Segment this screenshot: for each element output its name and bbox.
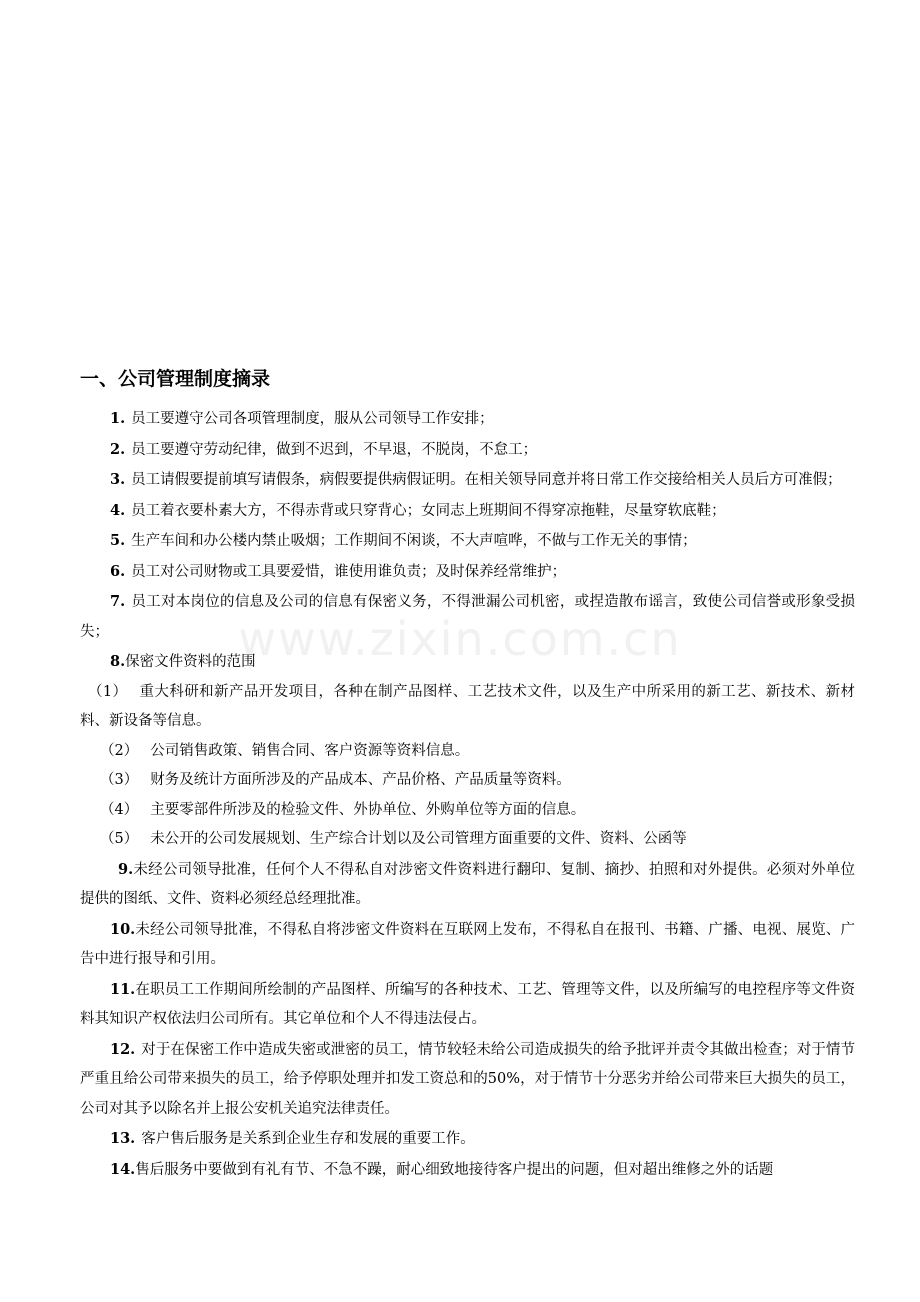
- rule-item: [80, 1155, 855, 1186]
- item-number: 10.: [110, 920, 136, 938]
- subitem-number: （1）: [88, 683, 128, 700]
- rule-item: [80, 557, 855, 588]
- item-text: 对于在保密工作中造成失密或泄密的员工，情节较轻未给公司造成损失的给予批评并责令其做出检查；对于情节严重且给公司带来损失的员工，给予停职处理并扣发工资总和的50%，对于情节十分恶劣并给公司带来巨大损失的员工，公司对其予以除名并上报公安机关追究法律责任。: [80, 1041, 855, 1117]
- item-number: 14.: [110, 1160, 136, 1178]
- item-number: 9.: [118, 860, 134, 878]
- item-text: 员工对本岗位的信息及公司的信息有保密义务，不得泄漏公司机密，或捏造散布谣言，致使公司信誉或形象受损失；: [80, 594, 855, 640]
- section-heading: 一、公司管理制度摘录: [80, 368, 271, 390]
- item-text: 保密文件资料的范围: [125, 654, 256, 670]
- scope-subitem: [80, 737, 855, 767]
- item-number: 4.: [110, 501, 126, 519]
- scope-subitem: [80, 766, 855, 796]
- rule-item: [80, 1124, 855, 1155]
- document-body: [80, 364, 855, 1185]
- rule-item: [80, 1035, 855, 1125]
- subitem-number: （4）: [100, 801, 139, 818]
- subitem-text: 重大科研和新产品开发项目，各种在制产品图样、工艺技术文件，以及生产中所采用的新工艺、新技术、新材料、新设备等信息。: [80, 683, 855, 729]
- rule-item: [80, 855, 855, 915]
- subitem-number: （5）: [100, 831, 139, 847]
- rule-item: [80, 647, 855, 678]
- item-text: 未经公司领导批准，不得私自将涉密文件资料在互联网上发布，不得私自在报刊、书籍、广播、电视、展览、广告中进行报导和引用。: [80, 921, 855, 967]
- item-text: 生产车间和办公楼内禁止吸烟；工作期间不闲谈，不大声喧哗，不做与工作无关的事情；: [131, 533, 697, 549]
- item-number: 3.: [110, 471, 126, 488]
- subitem-text: 财务及统计方面所涉及的产品成本、产品价格、产品质量等资料。: [150, 772, 571, 788]
- item-text: 客户售后服务是关系到企业生存和发展的重要工作。: [141, 1131, 475, 1147]
- scope-subitem: [80, 825, 855, 855]
- subitem-text: 未公开的公司发展规划、生产综合计划以及公司管理方面重要的文件、资料、公函等: [150, 831, 687, 847]
- item-number: 11.: [110, 980, 136, 998]
- item-number: 8.: [110, 653, 126, 670]
- item-text: 员工着衣要朴素大方，不得赤背或只穿背心；女同志上班期间不得穿凉拖鞋，尽量穿软底鞋；: [131, 502, 726, 519]
- item-text: 员工对公司财物或工具要爱惜，谁使用谁负责；及时保养经常维护；: [131, 563, 567, 580]
- rule-item: [80, 435, 855, 466]
- subitem-text: 主要零部件所涉及的检验文件、外协单位、外购单位等方面的信息。: [150, 801, 586, 818]
- item-number: 1.: [110, 410, 126, 427]
- item-number: 12.: [110, 1040, 136, 1058]
- scope-subitem: [80, 796, 855, 826]
- rule-item: [80, 915, 855, 975]
- rule-item: [80, 496, 855, 527]
- rule-item: [80, 975, 855, 1035]
- item-text: 员工要遵守劳动纪律，做到不迟到，不早退，不脱岗，不怠工；: [131, 441, 538, 458]
- scope-subitem: [80, 678, 855, 737]
- item-text: 员工请假要提前填写请假条，病假要提供病假证明。在相关领导同意并将日常工作交接给相关人员后方可准假；: [131, 472, 842, 488]
- item-number: 2.: [110, 440, 126, 458]
- item-text: 售后服务中要做到有礼有节、不急不躁，耐心细致地接待客户提出的问题，但对超出维修之外的话题: [135, 1161, 774, 1178]
- subitem-number: （2）: [100, 742, 139, 759]
- rule-item: [80, 587, 855, 647]
- subitem-text: 公司销售政策、销售合同、客户资源等资料信息。: [150, 742, 470, 759]
- watermark: www.zixin.com.cn: [238, 612, 682, 666]
- item-number: 6.: [110, 562, 126, 580]
- rule-item: [80, 404, 855, 435]
- item-number: 5.: [110, 532, 126, 549]
- rule-item: [80, 526, 855, 557]
- item-number: 13.: [110, 1130, 136, 1147]
- subitem-number: （3）: [100, 772, 139, 788]
- item-text: 在职员工工作期间所绘制的产品图样、所编写的各种技术、工艺、管理等文件，以及所编写的电控程序等文件资料其知识产权依法归公司所有。其它单位和个人不得违法侵占。: [80, 981, 855, 1027]
- item-text: 员工要遵守公司各项管理制度，服从公司领导工作安排；: [131, 411, 494, 427]
- item-number: 7.: [110, 593, 126, 610]
- item-text: 未经公司领导批准，任何个人不得私自对涉密文件资料进行翻印、复制、摘抄、拍照和对外提供。必须对外单位提供的图纸、文件、资料必须经总经理批准。: [80, 861, 855, 907]
- rule-item: [80, 465, 855, 496]
